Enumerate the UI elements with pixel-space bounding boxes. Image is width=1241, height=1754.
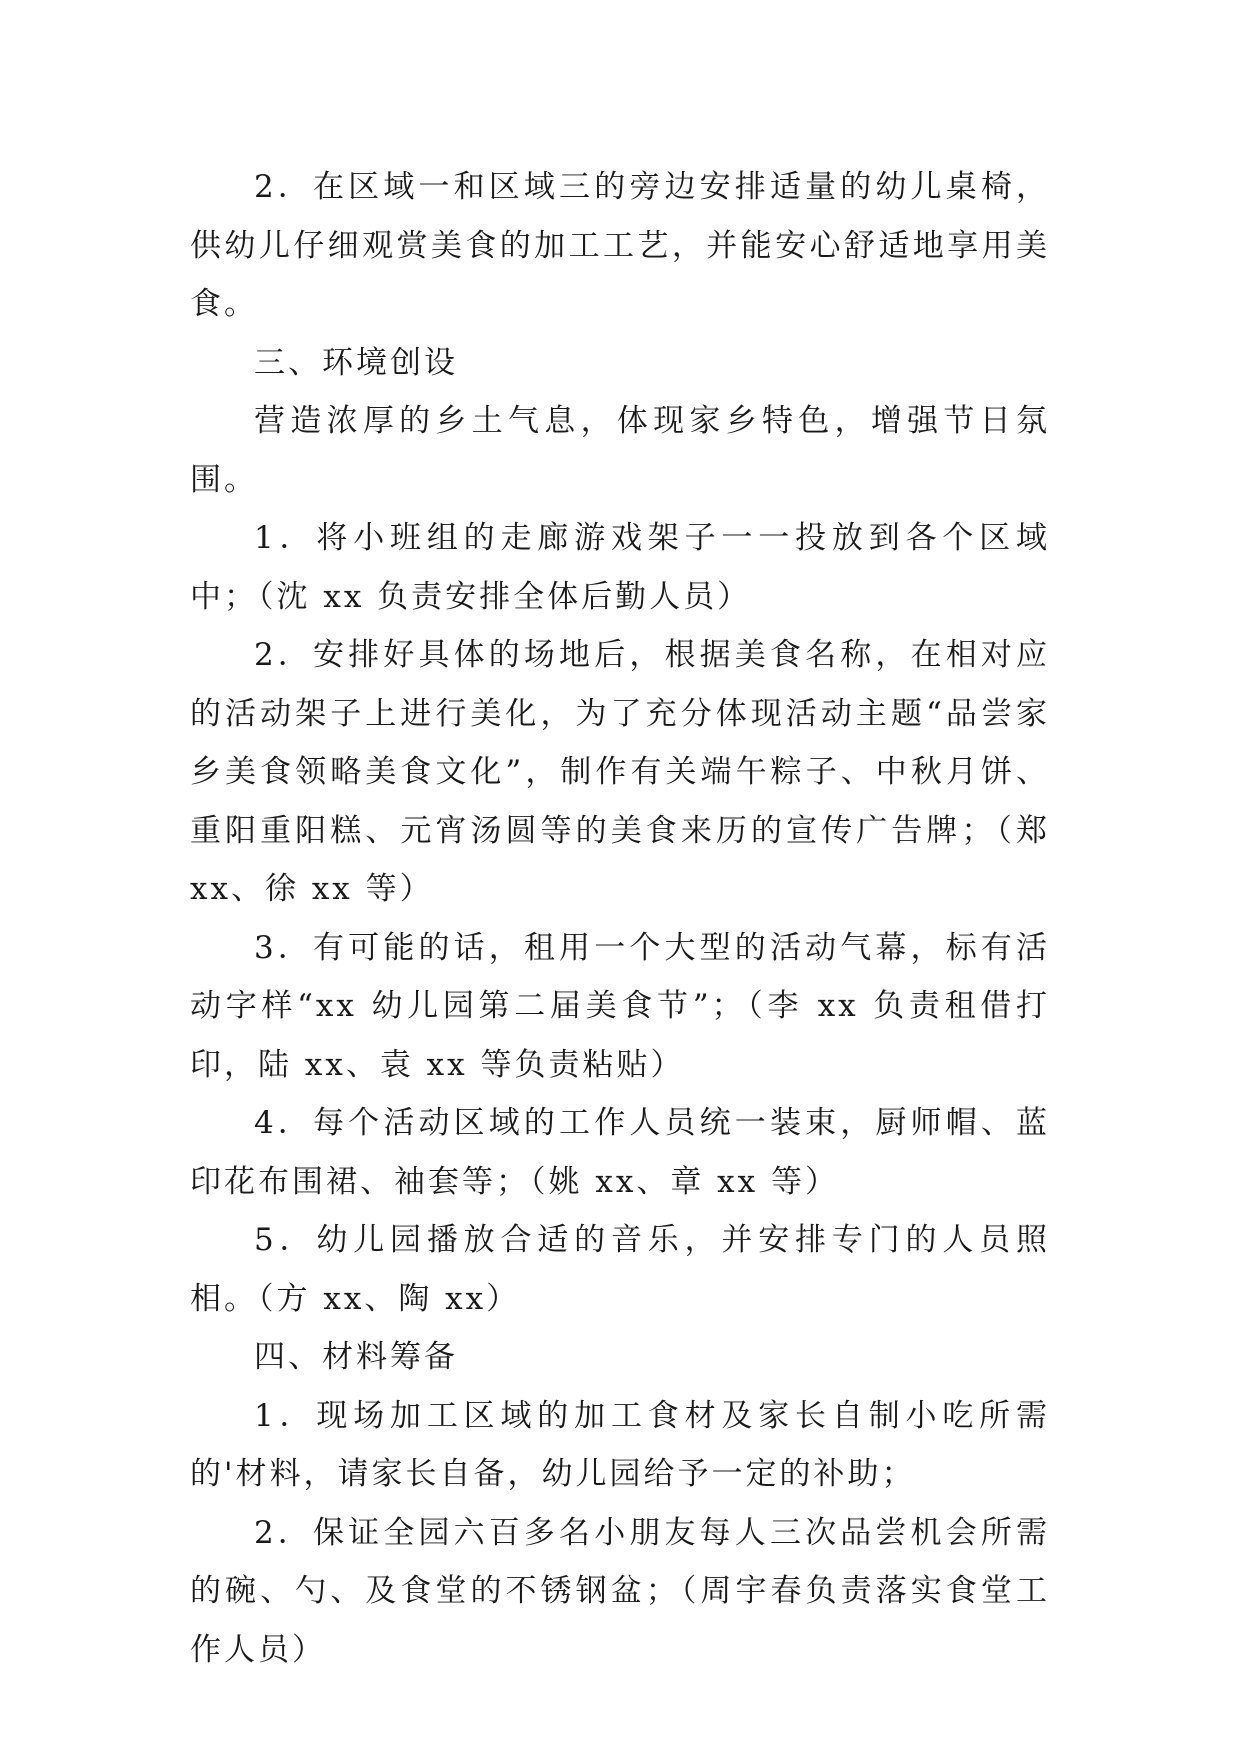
paragraph-env-item-2: 2．安排好具体的场地后，根据美食名称，在相对应的活动架子上进行美化，为了充分体现活动主题“品尝家乡美食领略美食文化”，制作有关端午粽子、中秋月饼、重阳重阳糕、元宵汤圆等的美食来历的宣传广告牌；（郑 xx、徐 xx 等） bbox=[190, 637, 1050, 907]
paragraph-atmosphere: 营造浓厚的乡土气息，体现家乡特色，增强节日氛围。 bbox=[190, 403, 1050, 498]
paragraph-env-item-5: 5．幼儿园播放合适的音乐，并安排专门的人员照相。（方 xx、陶 xx） bbox=[190, 1222, 1050, 1317]
paragraph-seating: 2．在区域一和区域三的旁边安排适量的幼儿桌椅，供幼儿仔细观赏美食的加工工艺，并能安心舒适地享用美食。 bbox=[190, 169, 1050, 322]
paragraph-materials-item-2: 2．保证全园六百多名小朋友每人三次品尝机会所需的碗、勺、及食堂的不锈钢盆；（周宇春负责落实食堂工作人员） bbox=[190, 1514, 1050, 1668]
paragraph-materials-item-1: 1．现场加工区域的加工食材及家长自制小吃所需的'材料，请家长自备，幼儿园给予一定的补助； bbox=[190, 1397, 1050, 1492]
section-heading-materials: 四、材料筹备 bbox=[254, 1339, 458, 1375]
document-body bbox=[190, 158, 1050, 1679]
section-heading-environment: 三、环境创设 bbox=[254, 344, 458, 381]
paragraph-env-item-1: 1．将小班组的走廊游戏架子一一投放到各个区域中；（沈 xx 负责安排全体后勤人员） bbox=[190, 520, 1050, 615]
paragraph-env-item-3: 3．有可能的话，租用一个大型的活动气幕，标有活动字样“xx 幼儿园第二届美食节”；（李 xx 负责租借打印，陆 xx、袁 xx 等负责粘贴） bbox=[190, 929, 1050, 1083]
paragraph-env-item-4: 4．每个活动区域的工作人员统一装束，厨师帽、蓝印花布围裙、袖套等；（姚 xx、章 xx 等） bbox=[190, 1105, 1050, 1200]
